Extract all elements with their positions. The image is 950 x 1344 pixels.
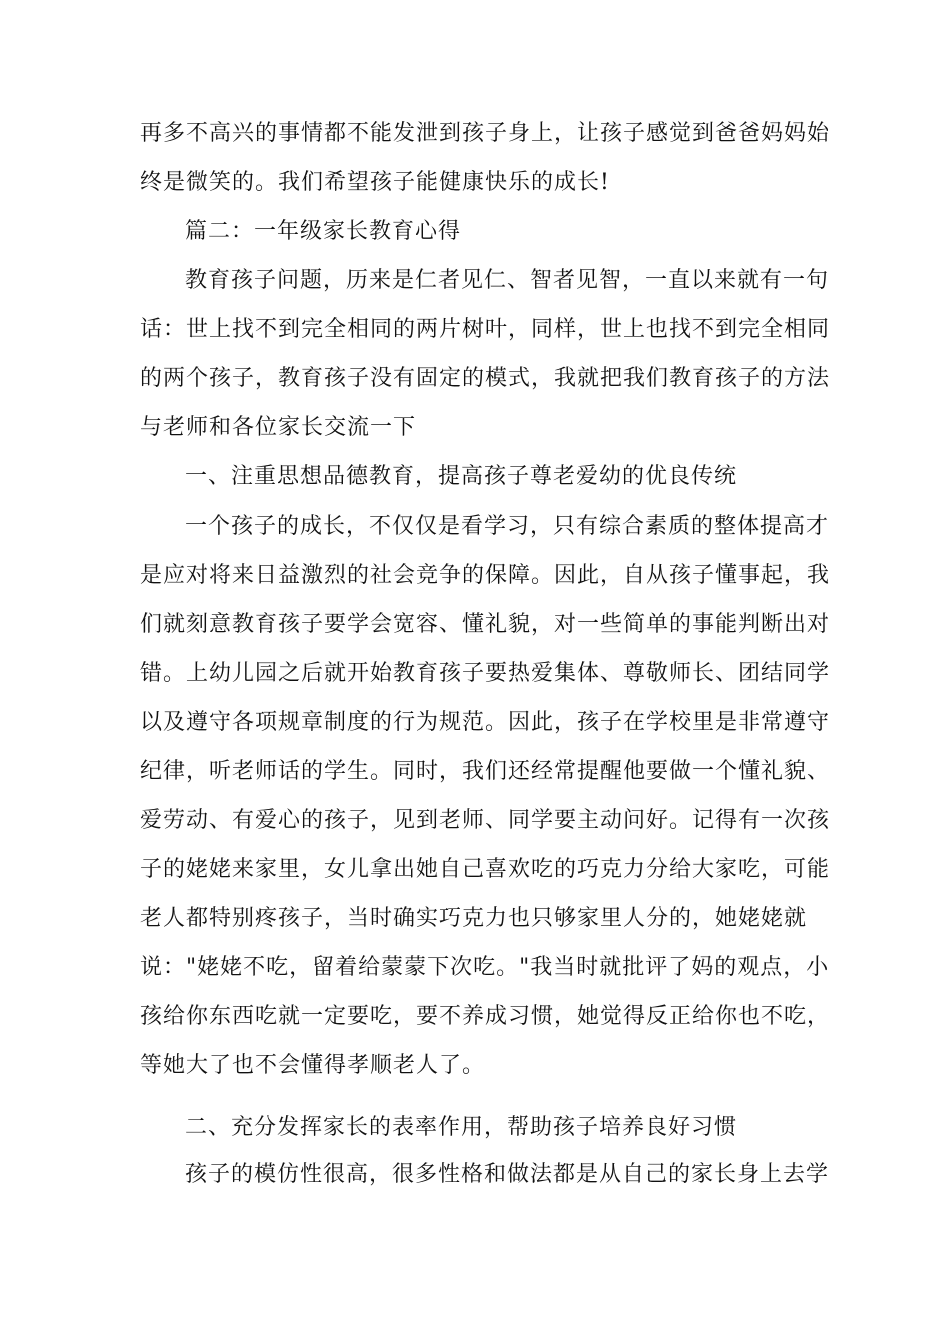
text-line: 孩子的模仿性很高，很多性格和做法都是从自己的家长身上去学	[185, 1162, 830, 1187]
text-line: 与老师和各位家长交流一下	[140, 415, 417, 440]
text-line: 老人都特别疼孩子，当时确实巧克力也只够家里人分的，她姥姥就	[140, 906, 808, 931]
text-line: 子的姥姥来家里，女儿拿出她自己喜欢吃的巧克力分给大家吃，可能	[140, 857, 831, 882]
text-line: 终是微笑的。我们希望孩子能健康快乐的成长!	[140, 170, 610, 195]
text-line: 孩给你东西吃就一定要吃，要不养成习惯，她觉得反正给你也不吃，	[140, 1004, 831, 1029]
text-line: 以及遵守各项规章制度的行为规范。因此，孩子在学校里是非常遵守	[140, 710, 831, 735]
text-line: 等她大了也不会懂得孝顺老人了。	[140, 1053, 486, 1078]
text-line: 错。上幼儿园之后就开始教育孩子要热爱集体、尊敬师长、团结同学	[140, 661, 831, 686]
text-line: 说："姥姥不吃，留着给蒙蒙下次吃。"我当时就批评了妈的观点，小	[140, 955, 830, 980]
text-line: 爱劳动、有爱心的孩子，见到老师、同学要主动问好。记得有一次孩	[140, 808, 831, 833]
text-line: 话：世上找不到完全相同的两片树叶，同样，世上也找不到完全相同	[140, 317, 831, 342]
section-heading: 一、注重思想品德教育，提高孩子尊老爱幼的优良传统	[185, 464, 738, 489]
text-line: 的两个孩子，教育孩子没有固定的模式，我就把我们教育孩子的方法	[140, 366, 831, 391]
section-heading: 篇二：一年级家长教育心得	[185, 219, 462, 244]
text-line: 们就刻意教育孩子要学会宽容、懂礼貌，对一些简单的事能判断出对	[140, 612, 831, 637]
section-heading: 二、充分发挥家长的表率作用，帮助孩子培养良好习惯	[185, 1115, 738, 1140]
text-line: 是应对将来日益激烈的社会竞争的保障。因此，自从孩子懂事起，我	[140, 563, 831, 588]
text-line: 教育孩子问题，历来是仁者见仁、智者见智，一直以来就有一句	[185, 268, 830, 293]
text-line: 一个孩子的成长，不仅仅是看学习，只有综合素质的整体提高才	[185, 514, 830, 539]
text-line: 纪律，听老师话的学生。同时，我们还经常提醒他要做一个懂礼貌、	[140, 759, 831, 784]
text-line: 再多不高兴的事情都不能发泄到孩子身上，让孩子感觉到爸爸妈妈始	[140, 121, 831, 146]
